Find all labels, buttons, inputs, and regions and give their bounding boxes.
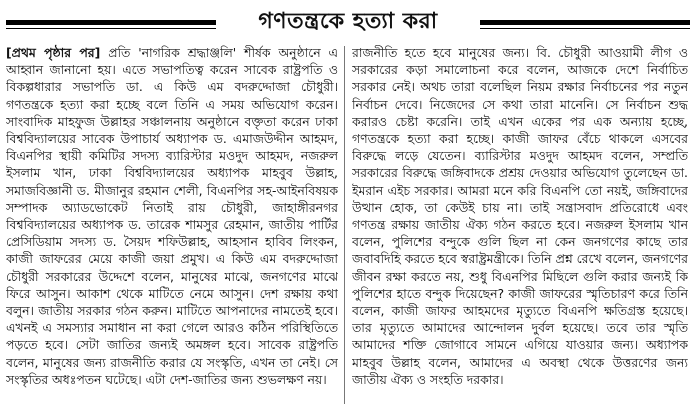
- article-column-right: [352, 44, 688, 404]
- article-headline: গণতন্ত্রকে হত্যা করা: [258, 8, 438, 34]
- headline-bar: [6, 4, 690, 40]
- left-column-text: প্রতি 'নাগরিক শ্রদ্ধাঞ্জলি' শীর্ষক অনুষ্ঠানে এ আহ্বান জানানো হয়। এতে সভাপতিত্ব করেন সাবেক রাষ্ট্রপতি ও বিকল্পধারার সভাপতি ডা. এ কিউ এম বদরুদ্দোজা চৌধুরী। গণতন্ত্রকে হত্যা করা হচ্ছে বলে তিনি এ সময় অভিযোগ করেন। সাংবাদিক মাহফুজ উল্লাহর সঞ্চালনায় অনুষ্ঠানে বক্তৃতা করেন ঢাকা বিশ্ববিদ্যালয়ের সাবেক উপাচার্য অধ্যাপক ড. এমাজউদ্দীন আহমদ, বিএনপির স্থায়ী কমিটির সদস্য ব্যারিস্টার মওদুদ আহমদ, নজরুল ইসলাম খান, ঢাকা বিশ্ববিদ্যালয়ের অধ্যাপক মাহবুব উল্লাহ, সমাজবিজ্ঞানী ড. মীজানুর রহমান শেলী, বিএনপির সহ-আইনবিষয়ক সম্পাদক অ্যাডভোকেট নিতাই রায় চৌধুরী, জাহাঙ্গীরনগর বিশ্ববিদ্যালয়ের অধ্যাপক ড. তারেক শামসুর রেহমান, জাতীয় পার্টির প্রেসিডিয়াম সদস্য ড. সৈয়দ শফিউল্লাহ, আহসান হাবিব লিংকন, কাজী জাফরের মেয়ে কাজী জয়া প্রমুখ। এ কিউ এম বদরুদ্দোজা চৌধুরী সরকারের উদ্দেশে বলেন, মানুষের মাঝে, জনগণের মাঝে ফিরে আসুন। আকাশ থেকে মাটিতে নেমে আসুন। দেশ রক্ষায় কথা বলুন। জাতীয় সরকার গঠন করুন। মাটিতে আপনাদের নামতেই হবে। এখনই এ সমস্যার সমাধান না করা গেলে আরও কঠিন পরিস্থিতিতে পড়তে হবে। সেটা জাতির জন্যই অমঙ্গল হবে। সাবেক রাষ্ট্রপতি বলেন, মানুষের জন্য রাজনীতি করার যে সংস্কৃতি, এখন তা নেই। সে সংস্কৃতির অধঃপতন ঘটেছে। এটা দেশ-জাতির জন্য শুভলক্ষণ নয়।: [6, 45, 338, 387]
- column-divider: [344, 46, 345, 404]
- article-paragraph-left: [6, 44, 338, 388]
- headline-box: [216, 4, 480, 40]
- continued-from-label: [প্রথম পৃষ্ঠার পর]: [6, 45, 101, 60]
- right-column-text: রাজনীতি হতে হবে মানুষের জন্য। বি. চৌধুরী আওয়ামী লীগ ও সরকারের কড়া সমালোচনা করে বলেন, আজকে দেশে নির্বাচিত সরকার নেই। অথচ তারা বলেছিল নিয়ম রক্ষার নির্বাচনের পর নতুন নির্বাচন দেবে। নিজেদের সে কথা তারা মানেনি। সে নির্বাচন শুদ্ধ করারও চেষ্টা করেনি। তাই এখন একের পর এক অন্যায় হচ্ছে, গণতন্ত্রকে হত্যা করা হচ্ছে। কাজী জাফর বেঁচে থাকলে এসবের বিরুদ্ধে লড়ে যেতেন। ব্যারিস্টার মওদুদ আহমদ বলেন, সম্প্রতি সরকারের বিরুদ্ধে জঙ্গিবাদকে প্রশ্রয় দেওয়ার অভিযোগ তুলেছেন ডা. ইমরান এইচ সরকার। আমরা মনে করি বিএনপি তো নয়ই, জঙ্গিবাদের উত্থান হোক, তা কেউই চায় না। তাই সন্ত্রাসবাদ প্রতিরোধে এবং গণতন্ত্র রক্ষায় জাতীয় ঐক্য গঠন করতে হবে। নজরুল ইসলাম খান বলেন, পুলিশের বন্দুকে গুলি ছিল না কেন জনগণের কাছে তার জবাবদিহি করতে হবে স্বরাষ্ট্রমন্ত্রীকে। তিনি প্রশ্ন রেখে বলেন, জনগণের জীবন রক্ষা করতে নয়, শুধু বিএনপির মিছিলে গুলি করার জন্যই কি পুলিশের হাতে বন্দুক দিয়েছেন? কাজী জাফরের স্মৃতিচারণ করে তিনি বলেন, কাজী জাফর আহমদের মৃত্যুতে বিএনপি ক্ষতিগ্রস্ত হয়েছে। তার মৃত্যুতে আমাদের আন্দোলন দুর্বল হয়েছে। তবে তার স্মৃতি আমাদের শক্তি জোগাবে সামনে এগিয়ে যাওয়ার জন্য। অধ্যাপক মাহবুব উল্লাহ বলেন, আমাদের এ অবস্থা থেকে উত্তরণের জন্য জাতীয় ঐক্য ও সংহতি দরকার।: [352, 45, 688, 387]
- article-column-left: [6, 44, 338, 404]
